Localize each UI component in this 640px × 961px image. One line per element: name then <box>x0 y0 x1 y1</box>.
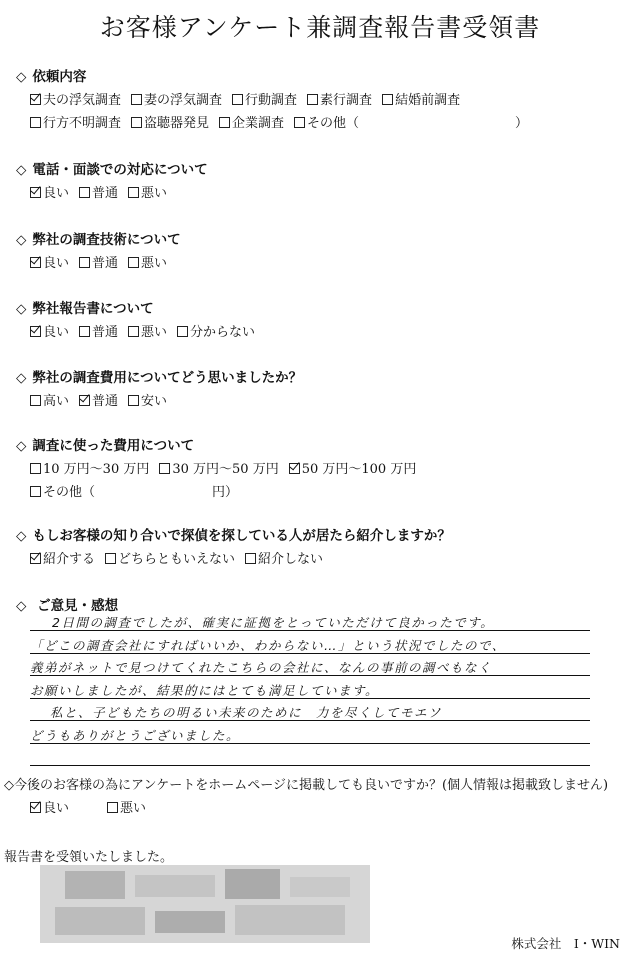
checkbox-label: 盗聴器発見 <box>144 116 210 131</box>
checkbox[interactable] <box>128 187 139 198</box>
checkbox[interactable] <box>219 117 230 128</box>
checkbox[interactable] <box>30 463 41 474</box>
ruled-line <box>30 765 590 766</box>
checkbox-option[interactable] <box>382 92 460 110</box>
checkbox-label: 悪い <box>120 801 147 816</box>
option-row <box>30 484 248 502</box>
survey-section <box>16 437 626 500</box>
checkbox-label: 企業調査 <box>232 116 285 131</box>
checkbox-option[interactable] <box>30 461 149 479</box>
checkbox[interactable] <box>245 553 256 564</box>
checkbox-option[interactable] <box>30 255 69 273</box>
checkbox-label: 紹介しない <box>258 552 324 567</box>
checkbox-option[interactable] <box>105 551 235 569</box>
checkbox-label: 良い <box>43 325 70 340</box>
checkbox-label: 普通 <box>92 394 119 409</box>
survey-section <box>16 161 626 201</box>
homepage-options <box>30 800 184 818</box>
option-row <box>30 255 177 273</box>
checkbox[interactable] <box>131 94 142 105</box>
checkbox-option[interactable] <box>307 92 372 110</box>
checkbox-label: 10 万円～30 万円 <box>43 462 150 477</box>
option-row <box>30 92 470 110</box>
checkbox-option[interactable] <box>79 393 118 411</box>
checkbox-label: 普通 <box>92 325 119 340</box>
survey-section <box>16 231 626 271</box>
checkbox-label: 50 万円～100 万円 <box>301 462 417 477</box>
homepage-section <box>4 777 614 795</box>
handwritten-line: どうもありがとうございました。 <box>30 727 241 743</box>
survey-section <box>16 300 626 340</box>
opinion-heading: ご意見・感想 <box>37 598 119 614</box>
option-row <box>30 551 333 569</box>
checkbox-label: 紹介する <box>43 552 96 567</box>
checkbox-option[interactable] <box>219 115 284 133</box>
checkbox-option[interactable] <box>107 800 146 818</box>
checkbox[interactable] <box>105 553 116 564</box>
checkbox-label: 普通 <box>92 256 119 271</box>
section-heading: 電話・面談での対応について <box>32 162 208 178</box>
checkbox[interactable] <box>30 187 41 198</box>
diamond-icon: ◇ <box>4 778 14 793</box>
checkbox-option[interactable] <box>289 461 417 479</box>
diamond-icon: ◇ <box>16 528 27 544</box>
checkbox-label: その他（ 円） <box>43 485 239 500</box>
checkbox[interactable] <box>30 486 41 497</box>
handwritten-line: 2日間の調査でしたが、確実に証拠をとっていただけて良かったです。 <box>52 615 495 630</box>
option-row <box>30 324 265 342</box>
checkbox[interactable] <box>30 257 41 268</box>
checkbox-option[interactable] <box>294 115 528 133</box>
checkbox-option[interactable] <box>177 324 255 342</box>
receipt-text: 報告書を受領いたしました。 <box>4 850 174 865</box>
checkbox[interactable] <box>307 94 318 105</box>
checkbox-option[interactable] <box>128 393 167 411</box>
checkbox-label: 安い <box>141 394 168 409</box>
checkbox-option[interactable] <box>30 185 69 203</box>
checkbox[interactable] <box>294 117 305 128</box>
survey-section <box>16 68 626 131</box>
checkbox[interactable] <box>131 117 142 128</box>
checkbox[interactable] <box>128 395 139 406</box>
checkbox[interactable] <box>107 802 118 813</box>
checkbox-label: 行方不明調査 <box>43 116 122 131</box>
checkbox-label: その他（ ） <box>307 116 529 131</box>
checkbox-option[interactable] <box>128 255 167 273</box>
checkbox-option[interactable] <box>79 324 118 342</box>
checkbox[interactable] <box>289 463 300 474</box>
checkbox[interactable] <box>30 94 41 105</box>
checkbox-option[interactable] <box>30 92 121 110</box>
checkbox-label: 分からない <box>190 325 256 340</box>
checkbox[interactable] <box>128 326 139 337</box>
checkbox-option[interactable] <box>128 324 167 342</box>
handwritten-line: 「どこの調査会社にすればいいか、わからない…」という状況でしたので、 <box>30 637 506 653</box>
handwritten-line: 義弟がネットで見つけてくれたこちらの会社に、なんの事前の調べもなく <box>30 660 493 675</box>
checkbox-label: 良い <box>43 801 70 816</box>
checkbox-label: 悪い <box>141 186 168 201</box>
checkbox[interactable] <box>30 326 41 337</box>
checkbox-label: 良い <box>43 186 70 201</box>
checkbox-option[interactable] <box>30 115 121 133</box>
redacted-signature <box>40 865 370 943</box>
checkbox-label: 結婚前調査 <box>395 93 461 108</box>
checkbox-label: どちらともいえない <box>118 552 236 567</box>
checkbox-label: 悪い <box>141 325 168 340</box>
checkbox-label: 夫の浮気調査 <box>43 93 122 108</box>
checkbox[interactable] <box>79 395 90 406</box>
checkbox-option[interactable] <box>30 551 95 569</box>
diamond-icon: ◇ <box>16 232 27 248</box>
checkbox[interactable] <box>382 94 393 105</box>
diamond-icon: ◇ <box>16 370 27 386</box>
checkbox-label: 行動調査 <box>245 93 298 108</box>
checkbox-label: 良い <box>43 256 70 271</box>
checkbox[interactable] <box>79 187 90 198</box>
checkbox[interactable] <box>30 117 41 128</box>
checkbox-option[interactable] <box>232 92 297 110</box>
checkbox[interactable] <box>128 257 139 268</box>
checkbox-option[interactable] <box>159 461 278 479</box>
checkbox-option[interactable] <box>30 324 69 342</box>
option-row <box>30 115 538 133</box>
diamond-icon: ◇ <box>16 301 27 317</box>
checkbox-option[interactable] <box>79 185 118 203</box>
diamond-icon: ◇ <box>16 69 27 85</box>
page-title: お客様アンケート兼調査報告書受領書 <box>99 13 541 42</box>
checkbox[interactable] <box>79 257 90 268</box>
section-heading: 弊社の調査費用についてどう思いましたか？ <box>32 370 303 386</box>
checkbox[interactable] <box>232 94 243 105</box>
checkbox-option[interactable] <box>131 92 222 110</box>
checkbox-label: 30 万円～50 万円 <box>172 462 279 477</box>
checkbox-option[interactable] <box>30 393 69 411</box>
section-heading: 依頼内容 <box>32 69 87 85</box>
survey-section <box>16 527 626 567</box>
checkbox-label: 悪い <box>141 256 168 271</box>
company-name: 株式会社 I・WIN <box>511 936 620 951</box>
handwritten-line: お願いしましたが、結果的にはとても満足しています。 <box>30 682 380 698</box>
diamond-icon: ◇ <box>16 438 27 454</box>
checkbox-option[interactable] <box>245 551 323 569</box>
checkbox[interactable] <box>177 326 188 337</box>
checkbox-label: 高い <box>43 394 70 409</box>
checkbox[interactable] <box>30 395 41 406</box>
checkbox-option[interactable] <box>30 800 69 818</box>
checkbox-label: 妻の浮気調査 <box>144 93 223 108</box>
checkbox[interactable] <box>30 802 41 813</box>
diamond-icon: ◇ <box>16 598 27 614</box>
checkbox-option[interactable] <box>79 255 118 273</box>
section-heading: 調査に使った費用について <box>32 438 195 454</box>
checkbox-label: 素行調査 <box>320 93 373 108</box>
checkbox[interactable] <box>30 553 41 564</box>
checkbox[interactable] <box>79 326 90 337</box>
handwritten-line: 私と、子どもたちの明るい未来のために 力を尽くしてモエソ <box>50 705 443 720</box>
checkbox[interactable] <box>159 463 170 474</box>
homepage-question: 今後のお客様の為にアンケートをホームページに掲載しても良いですか？(個人情報は掲載致しません) <box>14 778 609 793</box>
option-row <box>30 393 177 411</box>
survey-section <box>16 369 626 409</box>
checkbox-option[interactable] <box>131 115 209 133</box>
section-heading: 弊社の調査技術について <box>32 232 181 248</box>
section-heading: もしお客様の知り合いで探偵を探している人が居たら紹介しますか？ <box>32 528 451 544</box>
section-heading: 弊社報告書について <box>32 301 154 317</box>
option-row <box>30 461 426 479</box>
checkbox-option[interactable] <box>128 185 167 203</box>
diamond-icon: ◇ <box>16 162 27 178</box>
option-row <box>30 185 177 203</box>
checkbox-option[interactable] <box>30 484 238 502</box>
checkbox-label: 普通 <box>92 186 119 201</box>
